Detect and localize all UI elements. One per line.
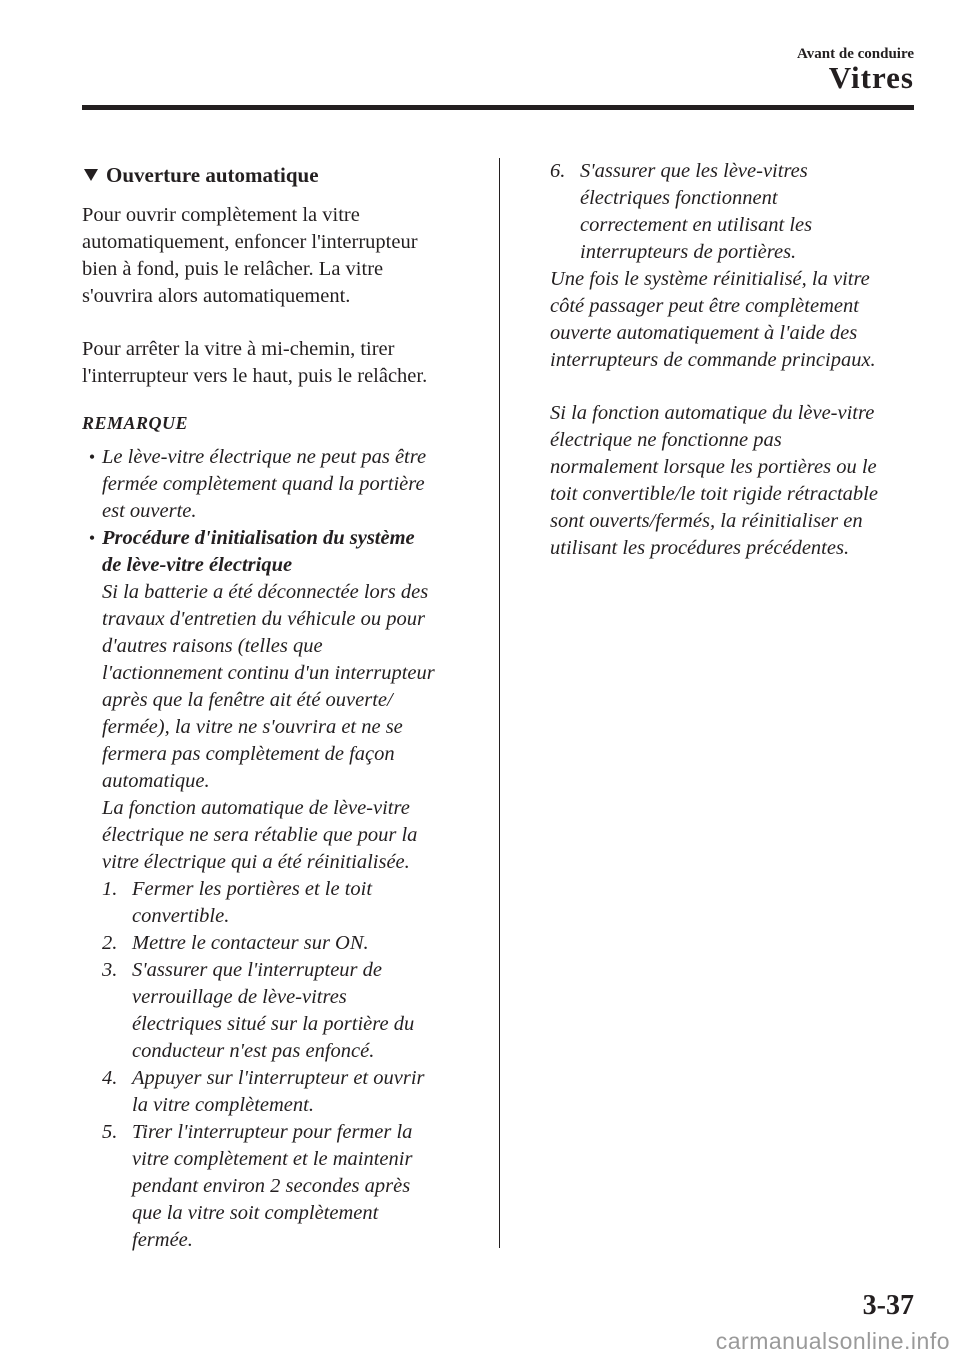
column-divider — [499, 158, 500, 1248]
step-text: Appuyer sur l'interrupteur et ouvrir la vitre complètement. — [132, 1067, 425, 1116]
note-bullet-2 — [82, 525, 474, 876]
step-number: 2. — [102, 932, 118, 954]
step-number: 5. — [102, 1121, 118, 1143]
step-text: Tirer l'interrupteur pour fermer la vitre complètement et le maintenir pendant environ 2 secondes après que la vitre soit complètement fermée. — [132, 1121, 413, 1251]
list-item — [102, 1065, 474, 1119]
note-bullet-1 — [82, 444, 474, 525]
step-number: 3. — [102, 959, 118, 981]
steps-list — [102, 876, 474, 1254]
list-item — [102, 957, 474, 1065]
paragraph-stop: Pour arrêter la vitre à mi-chemin, tirer l'interrupteur vers le haut, puis le relâcher. — [82, 338, 428, 387]
header-section: Avant de conduire — [797, 46, 914, 62]
bullet-icon: • — [88, 447, 96, 467]
note-subheading: Procédure d'initialisation du système de lève-vitre électrique — [102, 527, 415, 576]
step-number: 4. — [102, 1067, 118, 1089]
section-heading — [82, 158, 474, 192]
watermark: carmanualsonline.info — [715, 1328, 950, 1354]
paragraph-open: Pour ouvrir complètement la vitre automatiquement, enfoncer l'interrupteur bien à fond, puis le relâcher. La vitre s'ouvrira alors automatiquement. — [82, 204, 418, 307]
list-item — [102, 1119, 474, 1254]
triangle-down-icon — [84, 169, 98, 181]
step-text: S'assurer que les lève-vitres électriques fonctionnent correctement en utilisant les interrupteurs de portières. — [580, 160, 813, 263]
remarque-label: REMARQUE — [82, 413, 189, 433]
list-item — [102, 876, 474, 930]
list-item — [550, 158, 922, 266]
page-number: 3-37 — [862, 1290, 914, 1321]
left-column — [82, 158, 474, 1254]
bullet-icon: • — [88, 528, 96, 548]
page-title: Vitres — [828, 60, 914, 95]
step-number: 1. — [102, 878, 118, 900]
note-text-1: Le lève-vitre électrique ne peut pas être fermée complètement quand la portière est ouverte. — [102, 446, 427, 522]
right-column — [550, 158, 922, 562]
section-heading-text: Ouverture automatique — [106, 163, 319, 187]
step-number: 6. — [550, 160, 566, 182]
note-text-2b: La fonction automatique de lève-vitre électrique ne sera rétablie que pour la vitre électrique qui a été réinitialisée. — [102, 797, 418, 873]
step-text: Fermer les portières et le toit convertible. — [132, 878, 373, 927]
note-text-2a: Si la batterie a été déconnectée lors des travaux d'entretien du véhicule ou pour d'autres raisons (telles que l'actionnement continu d'un interrupteur après que la fenêtre ait été ouverte/ fermée), la vitre ne s'ouvrira et ne se fermera pas complètement de façon automatique. — [102, 581, 435, 792]
paragraph-reset-again: Si la fonction automatique du lève-vitre électrique ne fonctionne pas normalement lorsque les portières ou le toit convertible/le toit rigide rétractable sont ouverts/fermés, la réinitialiser en utilisant les procédures précédentes. — [550, 402, 878, 559]
list-item — [102, 930, 474, 957]
step-text: Mettre le contacteur sur ON. — [132, 932, 369, 954]
step-text: S'assurer que l'interrupteur de verrouillage de lève-vitres électriques situé sur la portière du conducteur n'est pas enfoncé. — [132, 959, 415, 1062]
paragraph-reset-done: Une fois le système réinitialisé, la vitre côté passager peut être complètement ouverte automatiquement à l'aide des interrupteurs de commande principaux. — [550, 268, 876, 371]
header-rule — [82, 105, 914, 110]
